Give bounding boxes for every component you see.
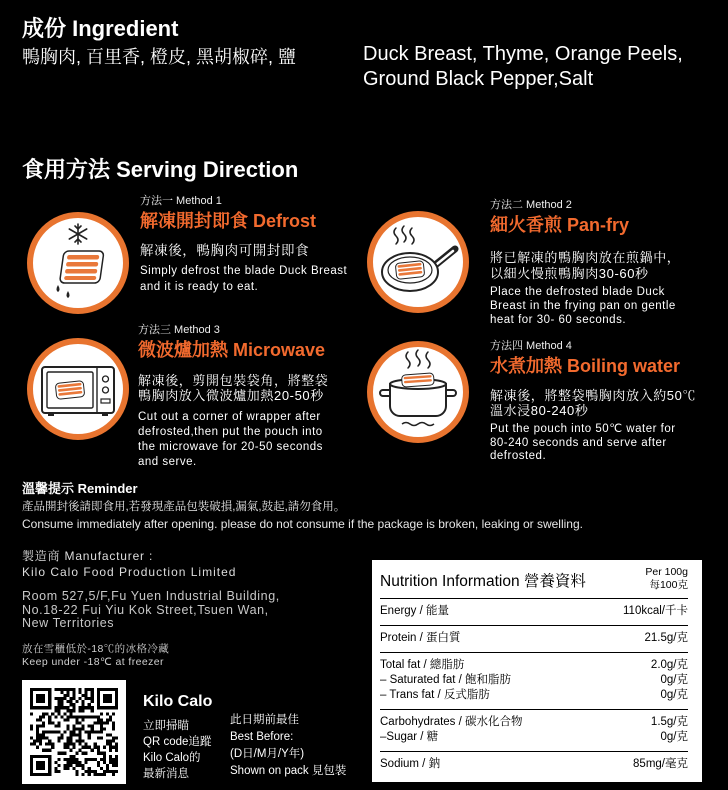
ingredient-en-line: Duck Breast, Thyme, Orange Peels,	[363, 43, 683, 65]
nutrition-header	[380, 560, 688, 599]
boiling-pot-icon	[366, 340, 470, 444]
method-zh-text	[490, 388, 696, 418]
method-en-line: and serve.	[138, 456, 197, 468]
nutrient-name: Total fat / 總脂肪	[380, 659, 465, 671]
nutrition-table	[372, 560, 702, 782]
defrost-icon	[26, 211, 130, 315]
nutrient-value: 85mg/毫克	[633, 758, 688, 770]
nutrition-group	[380, 710, 688, 752]
nutrition-row	[380, 688, 688, 703]
nutrient-name: Energy / 能量	[380, 605, 450, 617]
method-label: 方法四 Method 4	[490, 340, 572, 352]
method-en-line: 80-240 seconds and serve after	[490, 436, 667, 449]
nutrition-row	[380, 730, 688, 745]
method-en-line: and it is ready to eat.	[140, 280, 259, 293]
method-en-line: defrosted,then put the pouch into	[138, 426, 323, 438]
nutrition-row	[380, 757, 688, 772]
method-en-line: Cut out a corner of wrapper after	[138, 411, 321, 423]
method-label: 方法三 Method 3	[138, 324, 220, 336]
method-2	[490, 199, 680, 327]
method-title: 解凍開封即食 Defrost	[140, 211, 317, 231]
ingredient-list-en	[363, 42, 683, 92]
method-zh-text	[140, 243, 347, 259]
method-title: 微波爐加熱 Microwave	[138, 340, 326, 360]
storage-instructions	[22, 643, 169, 669]
method-1	[140, 195, 347, 295]
nutrient-value: 0g/克	[660, 674, 688, 686]
method-zh-line: 鴨胸肉放入微波爐加熱20-50秒	[138, 388, 324, 403]
best-before-line: Shown on pack 見包裝	[230, 765, 347, 777]
method-zh-line: 將已解凍的鴨胸肉放在煎鍋中，	[490, 250, 681, 265]
nutrition-group	[380, 752, 688, 778]
nutrient-value: 1.5g/克	[650, 716, 688, 728]
per-en: Per 100g	[645, 566, 688, 578]
nutrient-value: 0g/克	[660, 731, 688, 743]
method-3	[138, 324, 328, 470]
reminder-heading: 溫馨提示 Reminder	[22, 481, 138, 496]
nutrition-group	[380, 653, 688, 710]
method-zh-text	[490, 250, 680, 282]
qr-code-box	[22, 680, 126, 784]
nutrient-name: – Saturated fat / 飽和脂肪	[380, 674, 512, 686]
nutrition-row	[380, 715, 688, 730]
manufacturer-block	[22, 548, 280, 631]
method-title: 細火香煎 Pan-fry	[490, 215, 630, 235]
per-zh: 每100克	[649, 579, 688, 591]
method-en-text	[490, 423, 696, 464]
ingredient-list-zh: 鴨胸肉, 百里香, 橙皮, 黑胡椒碎, 鹽	[22, 47, 297, 67]
method-zh-text	[138, 373, 328, 403]
serving-basis	[645, 566, 688, 592]
method-en-line: heat for 30- 60 seconds.	[490, 314, 627, 326]
method-en-line: defrosted.	[490, 450, 547, 462]
qr-caption-line: 立即掃瞄	[143, 720, 189, 732]
method-zh-line: 溫水浸80-240秒	[490, 403, 589, 418]
nutrient-name: – Trans fat / 反式脂肪	[380, 689, 490, 701]
method-en-line: Simply defrost the blade Duck Breast	[140, 265, 348, 277]
address-line: No.18-22 Fui Yiu Kok Street,Tsuen Wan,	[22, 602, 269, 617]
storage-zh: 放在雪櫃低於-18℃的冰格冷藏	[22, 643, 170, 655]
microwave-icon	[26, 337, 130, 441]
reminder-text-en: Consume immediately after opening. please do not consume if the package is broken, leaking or swelling.	[22, 517, 583, 531]
storage-en: Keep under -18℃ at freezer	[22, 656, 164, 668]
best-before-line: (D日/M月/Y年)	[230, 748, 305, 760]
method-title: 水煮加熱 Boiling water	[490, 356, 681, 376]
method-en-text	[138, 410, 328, 470]
method-zh-line: 以細火慢煎鴨胸肉30-60秒	[490, 266, 649, 281]
nutrient-value: 2.0g/克	[650, 659, 688, 671]
nutrient-value: 0g/克	[660, 689, 688, 701]
nutrient-value: 110kcal/千卡	[623, 605, 688, 617]
method-4	[490, 340, 696, 464]
ingredient-heading: 成份 Ingredient	[22, 16, 179, 41]
nutrition-row	[380, 673, 688, 688]
best-before-line: Best Before:	[230, 731, 294, 743]
nutrition-row	[380, 658, 688, 673]
method-label: 方法二 Method 2	[490, 199, 572, 211]
nutrient-value: 21.5g/克	[644, 632, 688, 644]
method-zh-line: 解凍後，剪開包裝袋角，將整袋	[138, 373, 329, 388]
best-before-line: 此日期前最佳	[230, 714, 299, 726]
method-en-text	[140, 264, 347, 295]
method-en-text	[490, 285, 680, 327]
nutrition-row	[380, 604, 688, 619]
ingredient-en-line: Ground Black Pepper,Salt	[363, 68, 594, 90]
manufacturer-name: Kilo Calo Food Production Limited	[22, 565, 237, 579]
method-zh-line: 解凍後，鴨胸肉可開封即食	[140, 243, 310, 258]
qr-caption	[143, 718, 211, 782]
best-before	[230, 712, 346, 780]
method-en-line: Breast in the frying pan on gentle	[490, 300, 676, 312]
method-zh-line: 解凍後，將整袋鴨胸肉放入約50℃	[490, 388, 697, 403]
address-line: Room 527,5/F,Fu Yuen Industrial Building,	[22, 589, 280, 603]
manufacturer-address	[22, 590, 280, 631]
manufacturer-heading: 製造商 Manufacturer :	[22, 549, 154, 563]
qr-code	[30, 688, 118, 776]
nutrition-group	[380, 626, 688, 653]
nutrition-title: Nutrition Information 營養資料	[380, 573, 586, 590]
address-line: New Territories	[22, 616, 115, 630]
nutrient-name: Sodium / 鈉	[380, 758, 441, 770]
qr-caption-line: 最新消息	[143, 768, 189, 780]
method-en-line: the microwave for 20-50 seconds	[138, 441, 323, 453]
nutrient-name: –Sugar / 糖	[380, 731, 439, 743]
qr-caption-line: QR code追蹤	[143, 736, 212, 748]
reminder-text-zh: 產品開封後請即食用,若發現產品包裝破損,漏氣,鼓起,請勿食用。	[22, 501, 346, 513]
method-label: 方法一 Method 1	[140, 195, 222, 207]
nutrition-row	[380, 631, 688, 646]
qr-caption-line: Kilo Calo的	[143, 752, 201, 764]
method-en-line: Place the defrosted blade Duck	[490, 286, 665, 298]
brand-name: Kilo Calo	[143, 693, 213, 710]
method-en-line: Put the pouch into 50℃ water for	[490, 423, 676, 435]
nutrient-name: Protein / 蛋白質	[380, 632, 461, 644]
nutrition-group	[380, 599, 688, 626]
frying-pan-icon	[366, 210, 470, 314]
serving-direction-heading: 食用方法 Serving Direction	[22, 157, 299, 182]
nutrient-name: Carbohydrates / 碳水化合物	[380, 716, 523, 728]
